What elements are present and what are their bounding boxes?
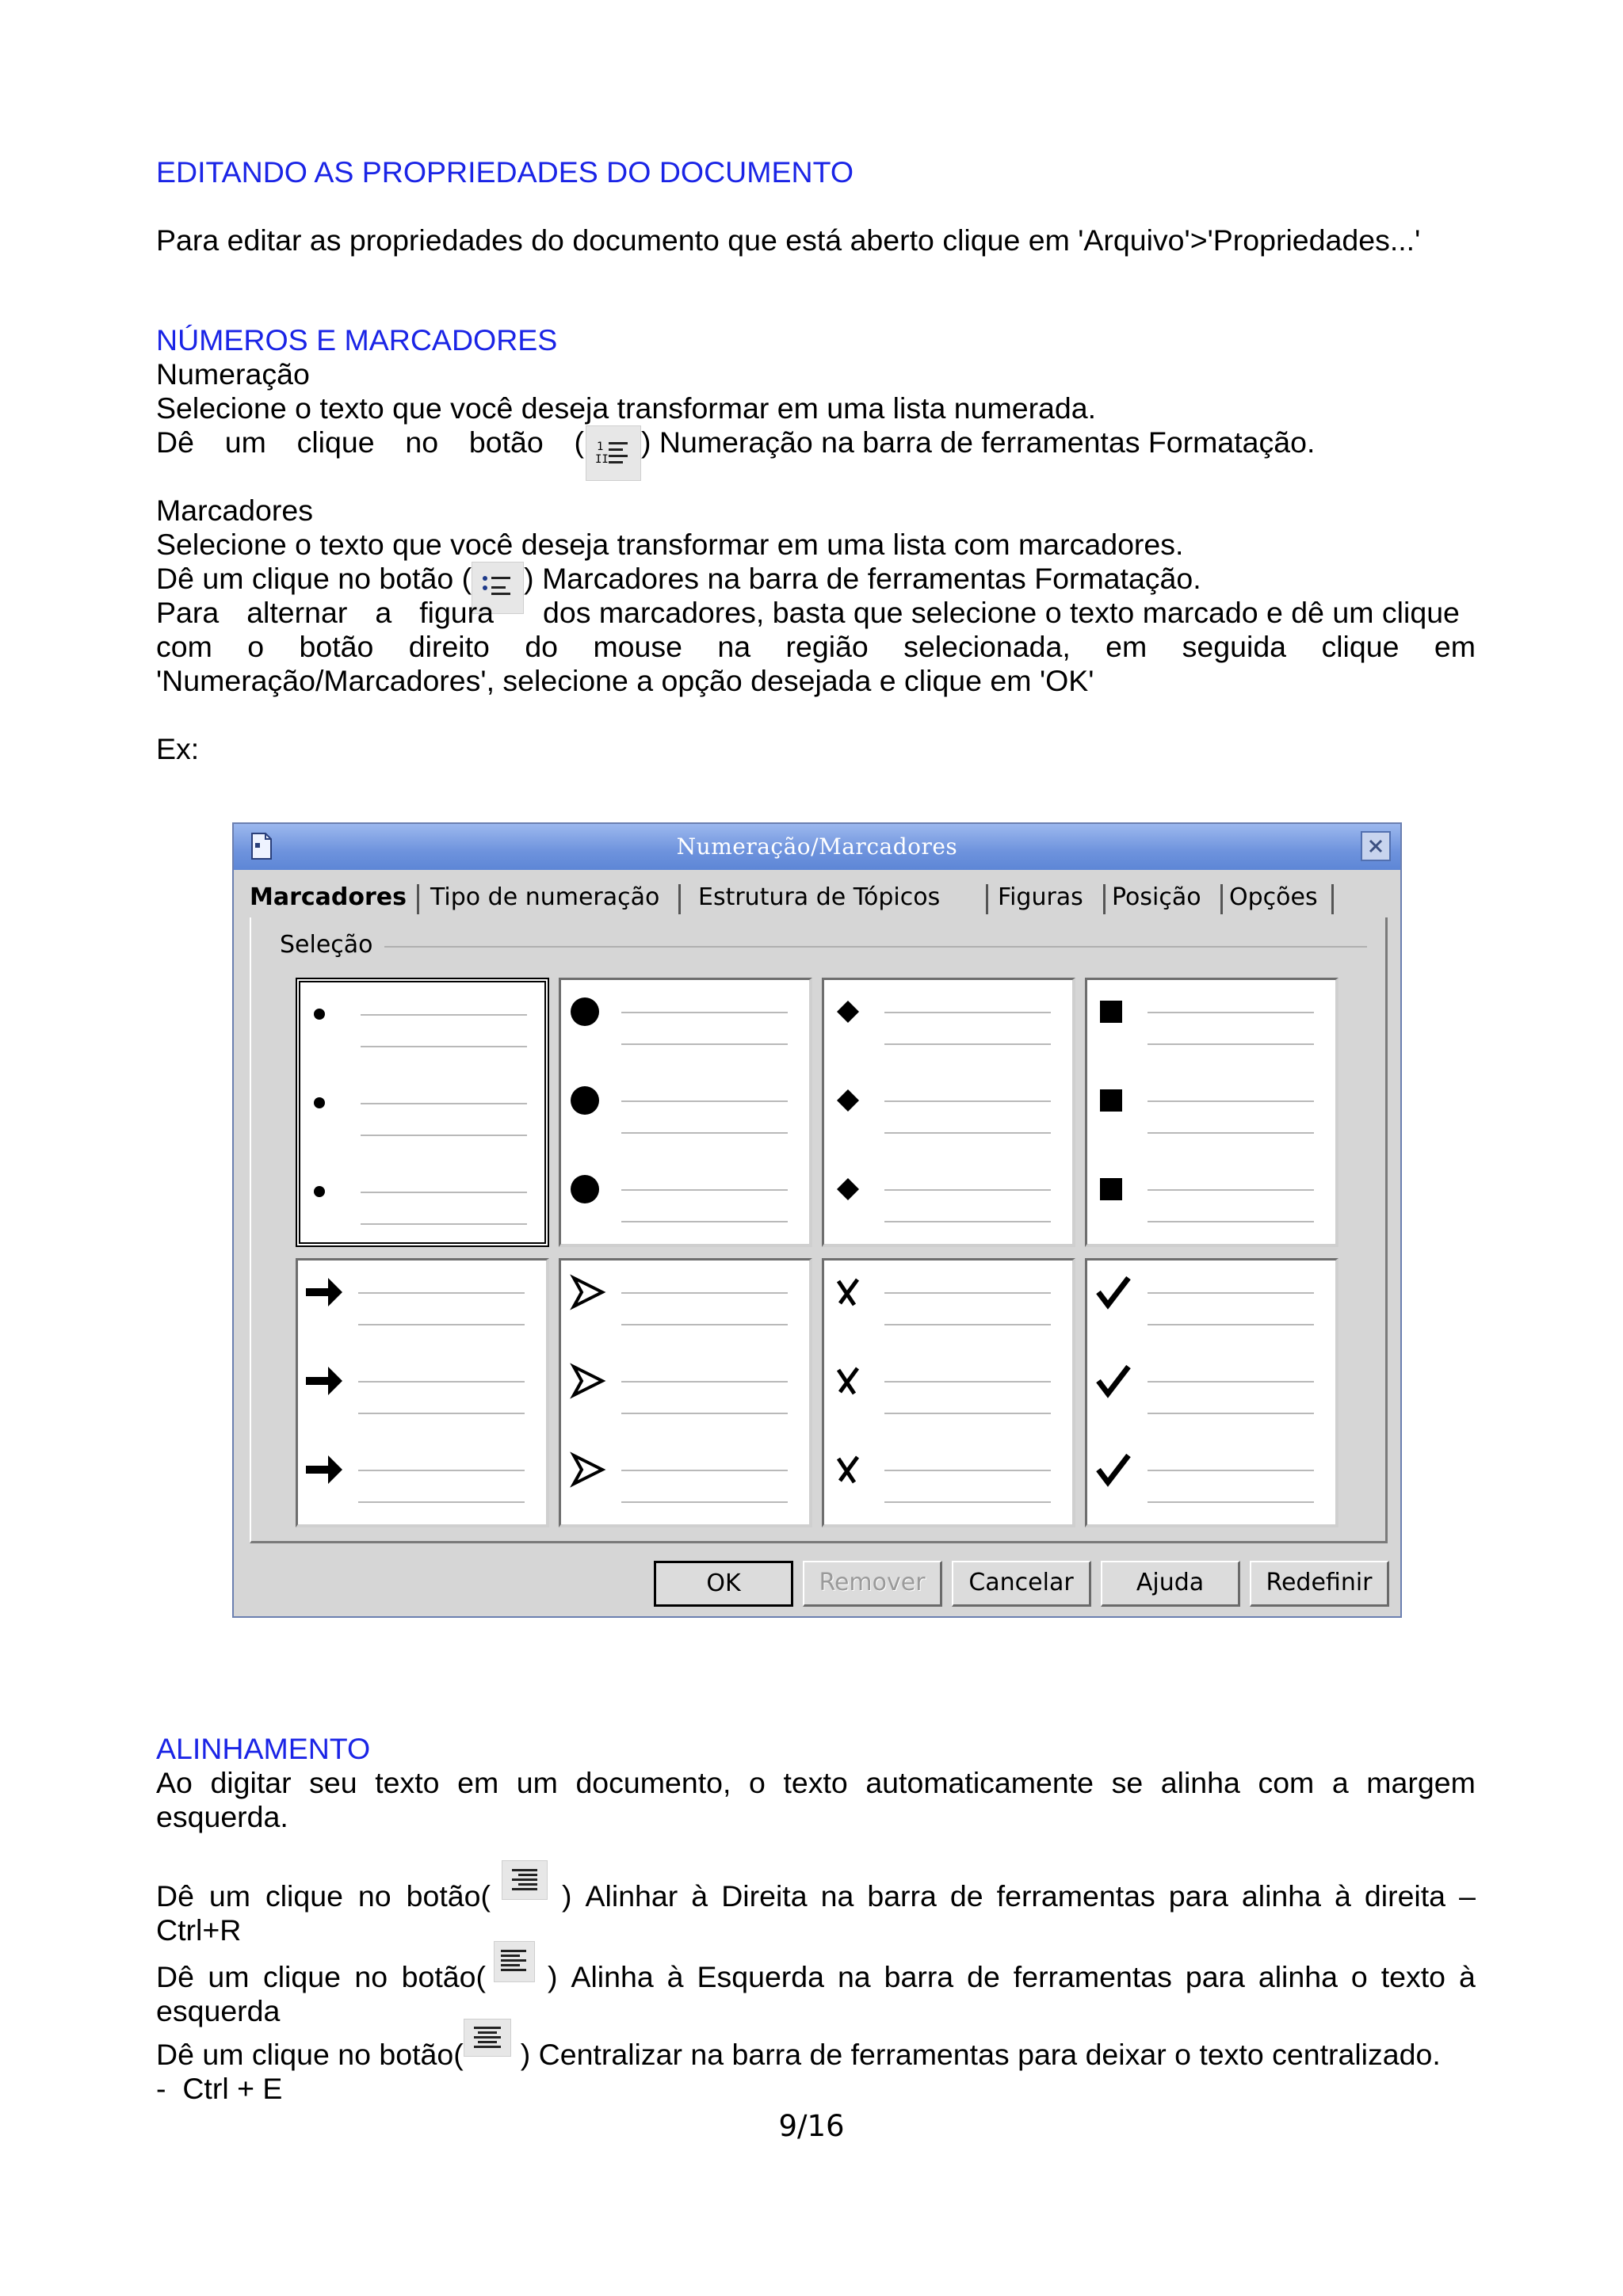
heading-numbers-bullets: NÚMEROS E MARCADORES xyxy=(156,323,558,357)
paragraph-properties: Para editar as propriedades do documento que está aberto clique em 'Arquivo'>'Propriedades...' xyxy=(156,223,1421,257)
word: Direita xyxy=(721,1879,808,1913)
align-left-icon xyxy=(494,1941,535,1982)
preview-line xyxy=(621,1100,788,1102)
dialog-titlebar xyxy=(234,824,1400,870)
align-right-shortcut: Ctrl+R xyxy=(156,1913,242,1947)
preview-line xyxy=(1148,1043,1314,1045)
word: em xyxy=(1106,630,1148,663)
numbering-instruction-2-end: ) Numeração na barra de ferramentas Formatação. xyxy=(641,425,1316,459)
word: à xyxy=(1458,1960,1476,1993)
bullet-style-square[interactable] xyxy=(1085,978,1338,1247)
word: à xyxy=(666,1960,684,1993)
check-mark-bullet-mark xyxy=(1098,1367,1128,1394)
word: barra xyxy=(867,1879,937,1913)
diamond-bullet-mark xyxy=(837,1089,859,1112)
bullets-instruction-3 xyxy=(156,596,1476,630)
preview-line xyxy=(884,1100,1051,1102)
numbering-instruction-2-words xyxy=(156,425,584,460)
tab-opcoes[interactable]: Opções xyxy=(1229,879,1334,916)
tab-marcadores[interactable]: Marcadores xyxy=(250,879,419,916)
word: Alinhar xyxy=(585,1879,678,1913)
diamond-bullet-mark xyxy=(837,1001,859,1023)
preview-line xyxy=(884,1221,1051,1222)
tab-figuras[interactable]: Figuras xyxy=(998,879,1106,916)
preview-line xyxy=(1148,1292,1314,1294)
word: documento, xyxy=(575,1766,731,1799)
word: alinha xyxy=(1241,1879,1321,1913)
align-right-icon xyxy=(502,1860,548,1900)
preview-line xyxy=(884,1189,1051,1191)
align-left-instruction-end xyxy=(548,1960,1476,1994)
bullet-style-x-mark[interactable] xyxy=(822,1258,1075,1527)
example-label: Ex: xyxy=(156,732,200,765)
preview-line xyxy=(621,1381,788,1383)
bullets-instruction-2-end: ) Marcadores na barra de ferramentas Formatação. xyxy=(524,562,1201,595)
preview-line xyxy=(884,1413,1051,1414)
square-preview xyxy=(1087,980,1333,1241)
word: no xyxy=(354,1960,388,1993)
preview-line xyxy=(361,1046,527,1047)
word: alternar xyxy=(246,596,348,629)
large-dot-preview xyxy=(561,980,807,1241)
preview-line xyxy=(361,1014,527,1016)
word: para xyxy=(1185,1960,1245,1993)
word: clique xyxy=(296,425,375,459)
word: do xyxy=(525,630,559,663)
word: direita xyxy=(1364,1879,1446,1913)
bullet-style-diamond[interactable] xyxy=(822,978,1075,1247)
word: ) xyxy=(548,1960,558,1993)
preview-line xyxy=(1148,1012,1314,1013)
word: o xyxy=(1350,1960,1368,1993)
word: texto xyxy=(783,1766,848,1799)
align-left-instruction-start xyxy=(156,1960,486,1994)
tab-estrutura-de-topicos[interactable]: Estrutura de Tópicos xyxy=(698,879,988,916)
square-bullet-mark xyxy=(1100,1001,1122,1023)
dialog-title: Numeração/Marcadores xyxy=(676,833,958,860)
large-dot-bullet-mark xyxy=(571,1086,599,1115)
check-mark-bullet-mark xyxy=(1098,1455,1128,1482)
word: ferramentas xyxy=(996,1879,1155,1913)
heading-alignment: ALINHAMENTO xyxy=(156,1732,371,1765)
word: botão xyxy=(468,425,544,459)
preview-line xyxy=(358,1413,525,1414)
numbering-toolbar-icon xyxy=(586,425,641,481)
word: um xyxy=(208,1960,250,1993)
word: alinha xyxy=(1160,1766,1240,1799)
word: Para xyxy=(156,596,220,629)
diamond-preview xyxy=(824,980,1070,1241)
alignment-paragraph-2: esquerda. xyxy=(156,1800,288,1833)
preview-line xyxy=(1148,1470,1314,1471)
preview-line xyxy=(621,1012,788,1013)
preview-line xyxy=(361,1135,527,1136)
bullet-style-arrowhead[interactable] xyxy=(559,1258,812,1527)
word: no xyxy=(405,425,439,459)
diamond-bullet-mark xyxy=(837,1178,859,1200)
small-dot-bullet-mark xyxy=(314,1097,325,1108)
bullets-instruction-3-words xyxy=(156,596,494,630)
preview-line xyxy=(621,1470,788,1471)
align-right-instruction-end xyxy=(562,1879,1476,1913)
bullet-style-check-mark[interactable] xyxy=(1085,1258,1338,1527)
align-center-instruction-start: Dê um clique no botão( xyxy=(156,2038,464,2071)
word: no xyxy=(357,1879,391,1913)
preview-line xyxy=(1148,1100,1314,1102)
word: um xyxy=(516,1766,558,1799)
word: um xyxy=(208,1879,250,1913)
large-dot-bullet-mark xyxy=(571,997,599,1026)
preview-line xyxy=(621,1043,788,1045)
word: a xyxy=(1331,1766,1349,1799)
tab-posicao[interactable]: Posição xyxy=(1112,879,1223,916)
arrowhead-preview xyxy=(561,1261,807,1522)
align-center-icon xyxy=(464,2019,511,2057)
bullets-instruction-3-end: dos marcadores, basta que selecione o texto marcado e dê um clique xyxy=(543,596,1460,629)
align-center-instruction-end: ) Centralizar na barra de ferramentas para deixar o texto centralizado. xyxy=(520,2038,1441,2071)
arrowhead-bullet-mark xyxy=(574,1367,602,1395)
word: de xyxy=(949,1879,983,1913)
svg-text:II: II xyxy=(595,453,609,466)
numbering-instruction-1: Selecione o texto que você deseja transformar em uma lista numerada. xyxy=(156,391,1097,425)
square-bullet-mark xyxy=(1100,1178,1122,1200)
preview-line xyxy=(884,1324,1051,1325)
check-mark-preview xyxy=(1087,1261,1333,1522)
cancel-button[interactable]: Cancelar xyxy=(952,1561,1091,1607)
heading-document-properties: EDITANDO AS PROPRIEDADES DO DOCUMENTO xyxy=(156,155,854,189)
preview-line xyxy=(621,1324,788,1325)
close-icon xyxy=(1362,833,1389,860)
word: digitar xyxy=(210,1766,292,1799)
bullets-instruction-4 xyxy=(156,630,1476,664)
word: à xyxy=(1335,1879,1351,1913)
bullets-instruction-2-start: Dê um clique no botão ( xyxy=(156,562,472,595)
preview-line xyxy=(884,1292,1051,1294)
word: botão( xyxy=(406,1879,491,1913)
alignment-paragraph-1 xyxy=(156,1766,1476,1800)
word: se xyxy=(1111,1766,1144,1799)
large-dot-bullet-mark xyxy=(571,1175,599,1203)
x-mark-bullet-mark xyxy=(838,1457,857,1482)
preview-line xyxy=(361,1103,527,1104)
preview-line xyxy=(1148,1501,1314,1503)
word: clique xyxy=(262,1960,341,1993)
word: em xyxy=(457,1766,499,1799)
preview-line xyxy=(361,1223,527,1225)
preview-line xyxy=(884,1381,1051,1383)
check-mark-bullet-mark xyxy=(1098,1278,1128,1305)
word: Dê xyxy=(156,425,194,459)
word: um xyxy=(224,425,266,459)
word: na xyxy=(717,630,751,663)
word: alinha xyxy=(1258,1960,1338,1993)
align-left-continuation: esquerda xyxy=(156,1994,281,2027)
preview-line xyxy=(621,1189,788,1191)
preview-line xyxy=(1148,1221,1314,1222)
preview-line xyxy=(621,1221,788,1222)
bullets-instruction-1: Selecione o texto que você deseja transformar em uma lista com marcadores. xyxy=(156,528,1184,561)
numbering-instruction-2 xyxy=(156,425,1476,481)
bullet-style-large-dot[interactable] xyxy=(559,978,812,1247)
word: Dê xyxy=(156,1879,194,1913)
page-number: 9/16 xyxy=(778,2109,845,2143)
word: com xyxy=(1258,1766,1315,1799)
word: de xyxy=(967,1960,1000,1993)
arrow-preview xyxy=(298,1261,544,1522)
word: – xyxy=(1459,1879,1476,1913)
word: barra xyxy=(884,1960,954,1993)
help-button[interactable]: Ajuda xyxy=(1101,1561,1240,1607)
preview-line xyxy=(358,1292,525,1294)
word: botão( xyxy=(401,1960,486,1993)
bullet-style-small-dot[interactable] xyxy=(296,978,549,1247)
preview-line xyxy=(884,1132,1051,1134)
word: o xyxy=(247,630,265,663)
subheading-bullets: Marcadores xyxy=(156,494,313,527)
word: clique xyxy=(1321,630,1400,663)
small-dot-bullet-mark xyxy=(314,1186,325,1197)
preview-line xyxy=(621,1292,788,1294)
word: ) xyxy=(562,1879,572,1913)
word: botão xyxy=(299,630,374,663)
align-right-instruction xyxy=(156,1879,1476,1913)
bullets-instruction-5: 'Numeração/Marcadores', selecione a opção desejada e clique em 'OK' xyxy=(156,664,1094,697)
word: em xyxy=(1434,630,1476,663)
word: seguida xyxy=(1182,630,1287,663)
selection-group-label: Seleção xyxy=(280,931,380,959)
align-left-instruction xyxy=(156,1960,1476,1994)
preview-line xyxy=(1148,1413,1314,1414)
bullet-style-arrow[interactable] xyxy=(296,1258,549,1527)
word: mouse xyxy=(593,630,682,663)
arrow-bullet-mark xyxy=(306,1455,342,1484)
word: figura xyxy=(419,596,494,629)
word: clique xyxy=(265,1879,343,1913)
preview-line xyxy=(884,1012,1051,1013)
preview-line xyxy=(1148,1189,1314,1191)
word: Alinha xyxy=(571,1960,654,1993)
small-dot-bullet-mark xyxy=(314,1009,325,1020)
word: com xyxy=(156,630,212,663)
preview-line xyxy=(358,1381,525,1383)
reset-button[interactable]: Redefinir xyxy=(1250,1561,1389,1607)
preview-line xyxy=(1148,1132,1314,1134)
preview-line xyxy=(621,1132,788,1134)
word: selecionada, xyxy=(903,630,1071,663)
word: automaticamente xyxy=(865,1766,1094,1799)
x-mark-bullet-mark xyxy=(838,1280,857,1305)
align-center-shortcut: - Ctrl + E xyxy=(156,2072,283,2105)
word: Esquerda xyxy=(697,1960,824,1993)
word: margem xyxy=(1366,1766,1476,1799)
word: Ao xyxy=(156,1766,193,1799)
preview-line xyxy=(884,1043,1051,1045)
preview-line xyxy=(361,1192,527,1193)
align-right-instruction-start xyxy=(156,1879,491,1913)
preview-line xyxy=(358,1501,525,1503)
x-mark-bullet-mark xyxy=(838,1368,857,1394)
close-button[interactable] xyxy=(1361,831,1391,861)
remove-button[interactable]: Remover xyxy=(803,1561,942,1607)
preview-line xyxy=(884,1501,1051,1503)
word: texto xyxy=(375,1766,440,1799)
preview-line xyxy=(1148,1324,1314,1325)
word: ferramentas xyxy=(1013,1960,1172,1993)
small-dot-preview xyxy=(300,982,546,1244)
arrow-bullet-mark xyxy=(306,1278,342,1306)
preview-line xyxy=(621,1501,788,1503)
word: região xyxy=(785,630,869,663)
word: à xyxy=(691,1879,708,1913)
x-mark-preview xyxy=(824,1261,1070,1522)
numbering-bullets-dialog xyxy=(232,822,1402,1618)
word: seu xyxy=(309,1766,357,1799)
square-bullet-mark xyxy=(1100,1089,1122,1112)
word: direito xyxy=(408,630,490,663)
word: na xyxy=(837,1960,871,1993)
tab-tipo-de-numeracao[interactable]: Tipo de numeração xyxy=(430,879,681,916)
word: a xyxy=(375,596,392,629)
word: texto xyxy=(1381,1960,1446,1993)
preview-line xyxy=(358,1324,525,1325)
arrow-bullet-mark xyxy=(306,1367,342,1395)
word: para xyxy=(1168,1879,1228,1913)
preview-line xyxy=(884,1470,1051,1471)
align-center-instruction xyxy=(156,2038,1476,2072)
word: ( xyxy=(574,425,584,459)
svg-text:1: 1 xyxy=(597,441,604,453)
preview-line xyxy=(358,1470,525,1471)
preview-line xyxy=(1148,1381,1314,1383)
word: Dê xyxy=(156,1960,194,1993)
subheading-numbering: Numeração xyxy=(156,357,310,391)
ok-button[interactable]: OK xyxy=(654,1561,793,1607)
word: na xyxy=(820,1879,854,1913)
arrowhead-bullet-mark xyxy=(574,1278,602,1306)
arrowhead-bullet-mark xyxy=(574,1455,602,1484)
preview-line xyxy=(621,1413,788,1414)
word: o xyxy=(749,1766,766,1799)
